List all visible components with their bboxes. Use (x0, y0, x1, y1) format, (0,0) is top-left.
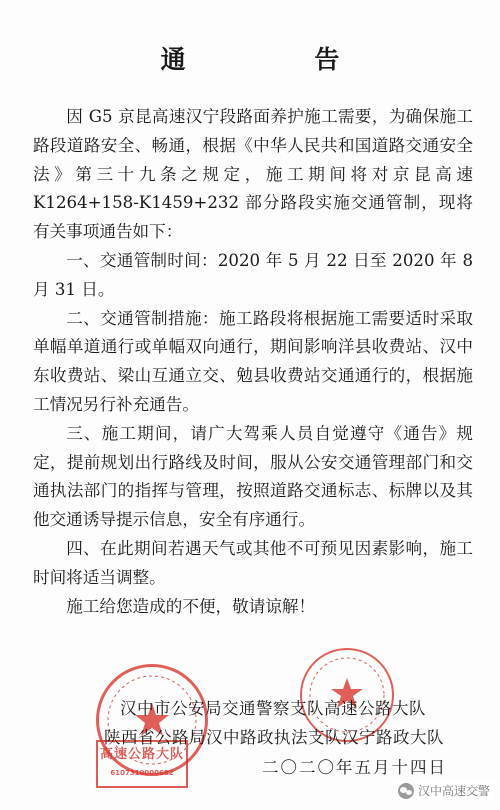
paragraph-intro: 因 G5 京昆高速汉宁段路面养护施工需要，为确保施工路段道路安全、畅通，根据《中华人民共和国道路交通安全法》第三十九条之规定，施工期间将对京昆高速 K1264+158-K1459+232 部分路段实施交通管制，现将有关事项通告如下： (33, 107, 473, 242)
notice-body (33, 103, 473, 621)
paragraph-apology: 施工给您造成的不便，敬请谅解！ (66, 596, 316, 616)
paragraph-control-measures: 二、交通管制措施：施工路段将根据施工需要适时采取单幅单道通行或单幅双向通行，期间影响洋县收费站、汉中东收费站、梁山互通立交、勉县收费站交通通行的，根据施工情况另行补充通告。 (33, 308, 473, 414)
paragraph-control-time: 一、交通管制时间：2020 年 5 月 22 日至 2020 年 8 月 31 日。 (33, 250, 473, 299)
notice-title: 通 告 (160, 45, 400, 74)
signature-road-admin: 陕西省公路局汉中路政执法支队汉宁路政大队 (104, 728, 444, 747)
rect-stamp-title: 高速公路大队 (99, 747, 184, 762)
signature-police-brigade: 汉中市公安局交通警察支队高速公路大队 (120, 699, 426, 718)
paragraph-driver-notice: 三、施工期间，请广大驾乘人员自觉遵守《通告》规定，提前规划出行路线及时间，服从公安交通管理部门和交通执法部门的指挥与管理，按照道路交通标志、标牌以及其他交通诱导提示信息，安全有序通行。 (33, 423, 473, 530)
rect-stamp-number: 6107310000682 (110, 769, 174, 777)
notice-date: 二〇二〇年五月十四日 (262, 758, 447, 777)
paragraph-adjustment: 四、在此期间若遇天气或其他不可预见因素影响，施工时间将适当调整。 (33, 538, 473, 587)
watermark (394, 780, 494, 801)
wechat-icon (398, 783, 414, 799)
watermark-text: 汉中高速交警 (417, 784, 490, 798)
